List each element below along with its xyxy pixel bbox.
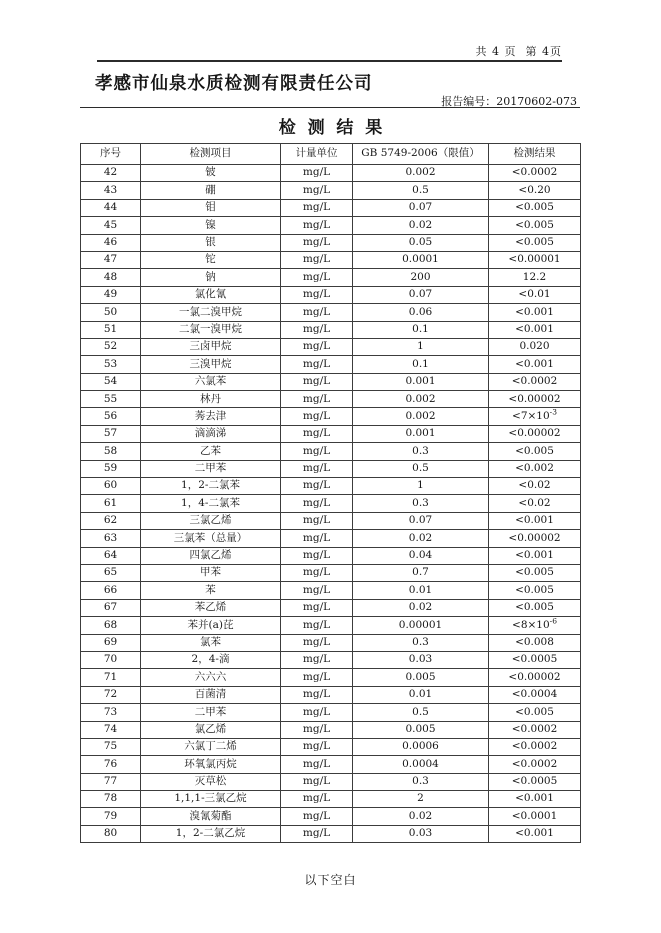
cell-item: 氯苯: [141, 634, 281, 651]
cell-no: 44: [81, 199, 141, 216]
cell-item: 六六六: [141, 669, 281, 686]
header-rule: [97, 60, 562, 62]
cell-item: 一氯二溴甲烷: [141, 304, 281, 321]
cell-unit: mg/L: [281, 791, 353, 808]
cell-unit: mg/L: [281, 199, 353, 216]
table-row: [81, 617, 581, 634]
title-rule: [80, 107, 580, 108]
table-row: [81, 756, 581, 773]
cell-unit: mg/L: [281, 773, 353, 790]
cell-unit: mg/L: [281, 530, 353, 547]
table-row: [81, 356, 581, 373]
table-row: [81, 495, 581, 512]
cell-no: 70: [81, 651, 141, 668]
cell-result: <0.0002: [489, 165, 581, 182]
cell-no: 50: [81, 304, 141, 321]
cell-limit: 0.02: [353, 530, 489, 547]
table-row: [81, 582, 581, 599]
cell-unit: mg/L: [281, 286, 353, 303]
table-row: [81, 599, 581, 616]
cell-limit: 0.002: [353, 391, 489, 408]
cell-limit: 0.002: [353, 165, 489, 182]
cell-unit: mg/L: [281, 182, 353, 199]
cell-no: 46: [81, 234, 141, 251]
cell-no: 61: [81, 495, 141, 512]
cell-no: 76: [81, 756, 141, 773]
cell-no: 67: [81, 599, 141, 616]
cell-unit: mg/L: [281, 478, 353, 495]
cell-limit: 0.1: [353, 356, 489, 373]
table-row: [81, 199, 581, 216]
cell-no: 53: [81, 356, 141, 373]
cell-unit: mg/L: [281, 512, 353, 529]
cell-result: <0.001: [489, 356, 581, 373]
table-header-row: [81, 144, 581, 165]
cell-unit: mg/L: [281, 321, 353, 338]
cell-limit: 0.01: [353, 582, 489, 599]
cell-no: 77: [81, 773, 141, 790]
cell-no: 58: [81, 443, 141, 460]
cell-limit: 0.02: [353, 599, 489, 616]
cell-result: <0.00002: [489, 530, 581, 547]
cell-limit: 200: [353, 269, 489, 286]
cell-no: 48: [81, 269, 141, 286]
cell-unit: mg/L: [281, 756, 353, 773]
cell-limit: 0.03: [353, 825, 489, 842]
cell-unit: mg/L: [281, 686, 353, 703]
cell-unit: mg/L: [281, 217, 353, 234]
cell-no: 51: [81, 321, 141, 338]
cell-unit: mg/L: [281, 721, 353, 738]
column-header: 检测项目: [141, 144, 281, 165]
cell-limit: 0.005: [353, 721, 489, 738]
cell-no: 66: [81, 582, 141, 599]
cell-result: <0.0001: [489, 808, 581, 825]
cell-no: 78: [81, 791, 141, 808]
cell-unit: mg/L: [281, 634, 353, 651]
cell-no: 45: [81, 217, 141, 234]
cell-no: 73: [81, 704, 141, 721]
table-row: [81, 373, 581, 390]
cell-limit: 0.5: [353, 704, 489, 721]
cell-limit: 0.07: [353, 286, 489, 303]
cell-limit: 1: [353, 338, 489, 355]
cell-item: 氯化氰: [141, 286, 281, 303]
cell-no: 56: [81, 408, 141, 425]
cell-no: 62: [81, 512, 141, 529]
report-number-value: 20170602-073: [496, 95, 577, 108]
cell-item: 氯乙烯: [141, 721, 281, 738]
cell-result: 0.020: [489, 338, 581, 355]
table-row: [81, 721, 581, 738]
table-row: [81, 530, 581, 547]
cell-limit: 0.07: [353, 512, 489, 529]
cell-no: 60: [81, 478, 141, 495]
cell-unit: mg/L: [281, 338, 353, 355]
cell-item: 苯乙烯: [141, 599, 281, 616]
table-row: [81, 773, 581, 790]
cell-no: 52: [81, 338, 141, 355]
cell-result: <0.005: [489, 564, 581, 581]
cell-result: <0.0002: [489, 756, 581, 773]
cell-result: <0.0004: [489, 686, 581, 703]
cell-result: <0.005: [489, 217, 581, 234]
cell-no: 42: [81, 165, 141, 182]
cell-item: 溴氰菊酯: [141, 808, 281, 825]
table-row: [81, 304, 581, 321]
table-row: [81, 338, 581, 355]
cell-limit: 0.04: [353, 547, 489, 564]
cell-unit: mg/L: [281, 599, 353, 616]
cell-item: 1,1,1-三氯乙烷: [141, 791, 281, 808]
cell-item: 灭草松: [141, 773, 281, 790]
table-row: [81, 182, 581, 199]
table-row: [81, 704, 581, 721]
cell-unit: mg/L: [281, 738, 353, 755]
cell-no: 43: [81, 182, 141, 199]
cell-limit: 0.5: [353, 182, 489, 199]
table-row: [81, 808, 581, 825]
cell-limit: 0.07: [353, 199, 489, 216]
cell-result: <0.0005: [489, 651, 581, 668]
cell-unit: mg/L: [281, 495, 353, 512]
table-row: [81, 391, 581, 408]
cell-limit: 0.01: [353, 686, 489, 703]
table-row: [81, 791, 581, 808]
cell-limit: 0.06: [353, 304, 489, 321]
cell-limit: 0.02: [353, 808, 489, 825]
cell-result: <0.0002: [489, 373, 581, 390]
cell-item: 二甲苯: [141, 704, 281, 721]
cell-limit: 1: [353, 478, 489, 495]
cell-unit: mg/L: [281, 251, 353, 268]
table-row: [81, 234, 581, 251]
cell-limit: 0.0001: [353, 251, 489, 268]
cell-result: <0.001: [489, 512, 581, 529]
cell-result: <0.01: [489, 286, 581, 303]
cell-no: 49: [81, 286, 141, 303]
cell-item: 林丹: [141, 391, 281, 408]
cell-item: 甲苯: [141, 564, 281, 581]
report-number-label: 报告编号：: [441, 95, 497, 108]
cell-item: 环氧氯丙烷: [141, 756, 281, 773]
cell-unit: mg/L: [281, 651, 353, 668]
table-row: [81, 478, 581, 495]
table-row: [81, 825, 581, 842]
cell-limit: 0.002: [353, 408, 489, 425]
cell-result: <0.001: [489, 825, 581, 842]
cell-item: 苯并(a)芘: [141, 617, 281, 634]
cell-limit: 0.001: [353, 373, 489, 390]
page-title: 检 测 结 果: [278, 118, 383, 138]
cell-unit: mg/L: [281, 808, 353, 825]
cell-limit: 0.3: [353, 495, 489, 512]
table-row: [81, 738, 581, 755]
cell-item: 铍: [141, 165, 281, 182]
cell-no: 65: [81, 564, 141, 581]
table-row: [81, 425, 581, 442]
cell-result: <0.00001: [489, 251, 581, 268]
cell-result: <0.00002: [489, 391, 581, 408]
cell-unit: mg/L: [281, 356, 353, 373]
cell-result: <0.0002: [489, 721, 581, 738]
cell-result: <0.02: [489, 478, 581, 495]
cell-unit: mg/L: [281, 269, 353, 286]
cell-result: <0.005: [489, 199, 581, 216]
cell-no: 54: [81, 373, 141, 390]
cell-limit: 0.03: [353, 651, 489, 668]
cell-unit: mg/L: [281, 234, 353, 251]
cell-item: 2，4-滴: [141, 651, 281, 668]
cell-item: 铊: [141, 251, 281, 268]
cell-no: 59: [81, 460, 141, 477]
column-header: GB 5749-2006（限值）: [353, 144, 489, 165]
cell-result: <0.001: [489, 321, 581, 338]
cell-unit: mg/L: [281, 825, 353, 842]
cell-limit: 0.02: [353, 217, 489, 234]
table-row: [81, 669, 581, 686]
cell-limit: 0.5: [353, 460, 489, 477]
cell-item: 百菌清: [141, 686, 281, 703]
table-row: [81, 460, 581, 477]
cell-item: 二氯一溴甲烷: [141, 321, 281, 338]
cell-result: <0.005: [489, 443, 581, 460]
cell-unit: mg/L: [281, 704, 353, 721]
table-row: [81, 217, 581, 234]
cell-item: 滴滴涕: [141, 425, 281, 442]
cell-item: 乙苯: [141, 443, 281, 460]
cell-unit: mg/L: [281, 443, 353, 460]
cell-limit: 2: [353, 791, 489, 808]
cell-item: 镍: [141, 217, 281, 234]
cell-unit: mg/L: [281, 391, 353, 408]
cell-no: 63: [81, 530, 141, 547]
table-row: [81, 547, 581, 564]
cell-item: 银: [141, 234, 281, 251]
company-name: 孝感市仙泉水质检测有限责任公司: [95, 74, 373, 94]
cell-item: 三氯苯（总量）: [141, 530, 281, 547]
cell-item: 1，2-二氯乙烷: [141, 825, 281, 842]
column-header: 序号: [81, 144, 141, 165]
cell-item: 莠去津: [141, 408, 281, 425]
cell-limit: 0.3: [353, 443, 489, 460]
cell-item: 六氯丁二烯: [141, 738, 281, 755]
cell-unit: mg/L: [281, 408, 353, 425]
cell-limit: 0.001: [353, 425, 489, 442]
table-row: [81, 269, 581, 286]
cell-item: 三溴甲烷: [141, 356, 281, 373]
cell-no: 68: [81, 617, 141, 634]
cell-item: 硼: [141, 182, 281, 199]
table-row: [81, 165, 581, 182]
cell-item: 四氯乙烯: [141, 547, 281, 564]
cell-item: 苯: [141, 582, 281, 599]
table-row: [81, 651, 581, 668]
cell-result: <0.02: [489, 495, 581, 512]
cell-limit: 0.00001: [353, 617, 489, 634]
cell-unit: mg/L: [281, 165, 353, 182]
cell-no: 47: [81, 251, 141, 268]
cell-result: <0.005: [489, 599, 581, 616]
cell-result: $<8\times 10^{-6}$: [489, 617, 581, 634]
cell-result: <0.001: [489, 791, 581, 808]
cell-result: <0.0005: [489, 773, 581, 790]
column-header: 检测结果: [489, 144, 581, 165]
cell-result: <0.005: [489, 582, 581, 599]
cell-item: 六氯苯: [141, 373, 281, 390]
table-row: [81, 686, 581, 703]
cell-no: 74: [81, 721, 141, 738]
footer-note: 以下空白: [304, 873, 357, 887]
cell-result: <0.0002: [489, 738, 581, 755]
cell-limit: 0.3: [353, 773, 489, 790]
cell-limit: 0.005: [353, 669, 489, 686]
cell-item: 钼: [141, 199, 281, 216]
cell-item: 1，4-二氯苯: [141, 495, 281, 512]
table-row: [81, 321, 581, 338]
cell-limit: 0.0006: [353, 738, 489, 755]
table-row: [81, 634, 581, 651]
cell-result: <0.001: [489, 304, 581, 321]
cell-no: 80: [81, 825, 141, 842]
cell-no: 79: [81, 808, 141, 825]
table-row: [81, 251, 581, 268]
cell-no: 55: [81, 391, 141, 408]
cell-no: 69: [81, 634, 141, 651]
table-row: [81, 286, 581, 303]
cell-unit: mg/L: [281, 373, 353, 390]
cell-item: 三氯乙烯: [141, 512, 281, 529]
cell-result: <0.002: [489, 460, 581, 477]
cell-limit: 0.7: [353, 564, 489, 581]
cell-limit: 0.05: [353, 234, 489, 251]
column-header: 计量单位: [281, 144, 353, 165]
cell-limit: 0.1: [353, 321, 489, 338]
cell-unit: mg/L: [281, 425, 353, 442]
results-table: [80, 143, 581, 843]
cell-unit: mg/L: [281, 460, 353, 477]
cell-no: 72: [81, 686, 141, 703]
cell-item: 三卤甲烷: [141, 338, 281, 355]
cell-item: 二甲苯: [141, 460, 281, 477]
cell-result: <0.00002: [489, 425, 581, 442]
cell-limit: 0.0004: [353, 756, 489, 773]
table-row: [81, 512, 581, 529]
cell-result: <0.005: [489, 704, 581, 721]
cell-no: 71: [81, 669, 141, 686]
cell-item: 钠: [141, 269, 281, 286]
cell-unit: mg/L: [281, 564, 353, 581]
cell-unit: mg/L: [281, 547, 353, 564]
cell-unit: mg/L: [281, 304, 353, 321]
cell-result: <0.001: [489, 547, 581, 564]
cell-no: 57: [81, 425, 141, 442]
cell-result: <0.008: [489, 634, 581, 651]
cell-no: 75: [81, 738, 141, 755]
cell-unit: mg/L: [281, 669, 353, 686]
cell-result: 12.2: [489, 269, 581, 286]
table-row: [81, 443, 581, 460]
cell-unit: mg/L: [281, 582, 353, 599]
cell-result: $<7\times 10^{-3}$: [489, 408, 581, 425]
cell-result: <0.20: [489, 182, 581, 199]
page-number: 共 4 页 第 4页: [475, 45, 562, 58]
cell-item: 1，2-二氯苯: [141, 478, 281, 495]
table-row: [81, 564, 581, 581]
cell-result: <0.005: [489, 234, 581, 251]
cell-no: 64: [81, 547, 141, 564]
cell-result: <0.00002: [489, 669, 581, 686]
table-row: [81, 408, 581, 425]
cell-limit: 0.3: [353, 634, 489, 651]
cell-unit: mg/L: [281, 617, 353, 634]
